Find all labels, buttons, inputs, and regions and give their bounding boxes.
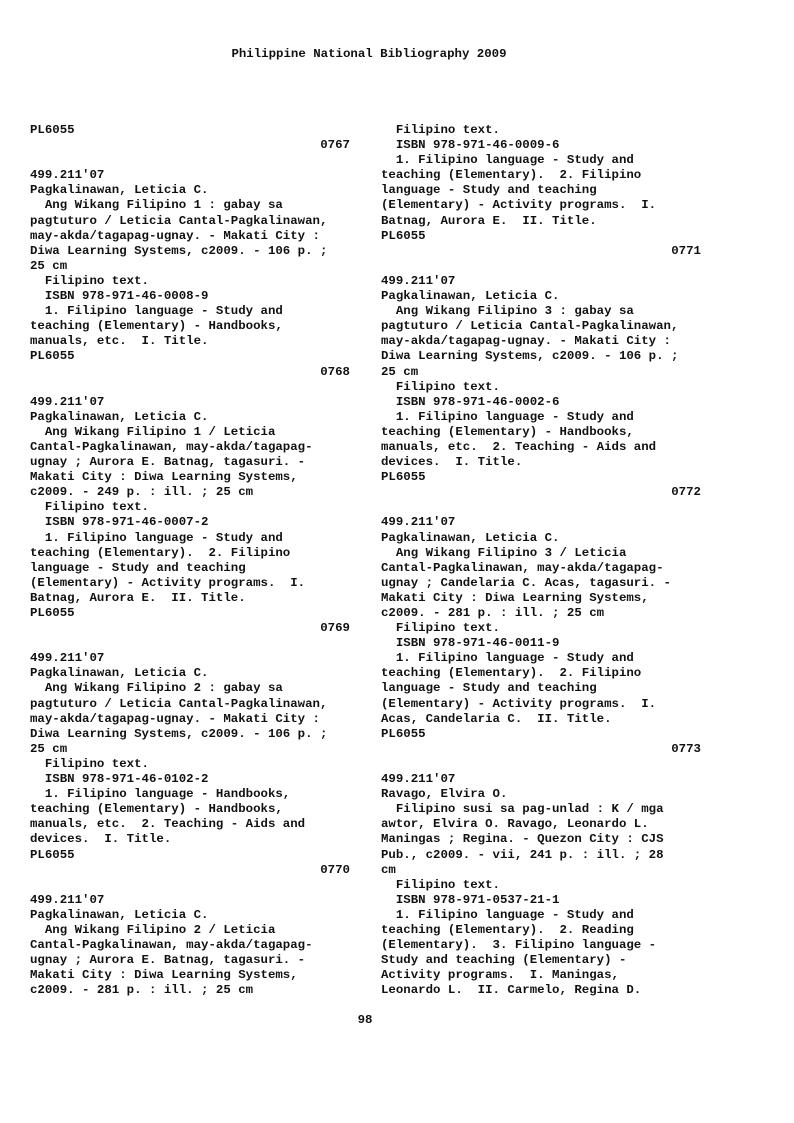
entry-line: ugnay ; Aurora E. Batnag, tagasuri. - xyxy=(30,953,306,968)
entry-line: Makati City : Diwa Learning Systems, xyxy=(30,968,298,983)
entry-line: Filipino text. xyxy=(381,123,500,137)
entry-line: may-akda/tagapag-ugnay. - Makati City : xyxy=(381,334,671,349)
entry-line: awtor, Elvira O. Ravago, Leonardo L. xyxy=(381,817,649,832)
entry-line: Filipino text. xyxy=(30,756,149,771)
entry-line: Diwa Learning Systems, c2009. - 106 p. ; xyxy=(30,243,328,258)
entry-line: Pagkalinawan, Leticia C. xyxy=(381,530,560,545)
entry-line: Pagkalinawan, Leticia C. xyxy=(381,289,560,304)
page-number: 98 xyxy=(357,1013,373,1027)
entry-line: 499.211'07 xyxy=(381,772,456,787)
entry-line: ISBN 978-971-0537-21-1 xyxy=(381,892,560,907)
entry-line: ISBN 978-971-46-0008-9 xyxy=(30,289,209,304)
entry-line: (Elementary). 3. Filipino language - xyxy=(381,938,657,953)
entry-line: devices. I. Title. xyxy=(30,832,172,847)
entry-line: ISBN 978-971-46-0102-2 xyxy=(30,772,209,787)
entry-line: 1. Filipino language - Study and xyxy=(381,153,634,168)
entry-line: Ravago, Elvira O. xyxy=(381,787,508,802)
entry-number: 0770 xyxy=(320,862,350,877)
entry-line: Ang Wikang Filipino 1 / Leticia xyxy=(30,424,276,439)
entry-line: 499.211'07 xyxy=(30,394,105,409)
entry-line: teaching (Elementary). 2. Reading xyxy=(381,922,634,937)
entry-line: cm xyxy=(381,862,396,877)
entry-line: 499.211'07 xyxy=(381,515,456,530)
entry-line: teaching (Elementary) - Handbooks, xyxy=(381,424,634,439)
entry-line: Study and teaching (Elementary) - xyxy=(381,953,627,968)
entry-line: Pagkalinawan, Leticia C. xyxy=(30,907,209,922)
entry-line: manuals, etc. 2. Teaching - Aids and xyxy=(381,439,657,454)
entry-line: Ang Wikang Filipino 1 : gabay sa xyxy=(30,198,283,213)
blank-line xyxy=(30,153,350,168)
entry-line: (Elementary) - Activity programs. I. xyxy=(381,198,657,213)
entry-line: 499.211'07 xyxy=(30,168,105,183)
entry-number: 0767 xyxy=(320,138,350,153)
entry-line: Ang Wikang Filipino 2 : gabay sa xyxy=(30,681,283,696)
entry-line: Makati City : Diwa Learning Systems, xyxy=(381,590,649,605)
entry-line: ISBN 978-971-46-0007-2 xyxy=(30,515,209,530)
entry-line: Diwa Learning Systems, c2009. - 106 p. ; xyxy=(381,349,679,364)
entry-line: ISBN 978-971-46-0011-9 xyxy=(381,636,560,651)
entry-line: PL6055 xyxy=(381,228,426,243)
entry-line: Makati City : Diwa Learning Systems, xyxy=(30,470,298,485)
entry-line: language - Study and teaching xyxy=(381,183,597,198)
entry-line: language - Study and teaching xyxy=(30,560,246,575)
entry-line: Ang Wikang Filipino 3 / Leticia xyxy=(381,545,627,560)
entry-line: Pagkalinawan, Leticia C. xyxy=(30,409,209,424)
entry-line: PL6055 xyxy=(30,847,75,862)
page-header-title: Philippine National Bibliography 2009 xyxy=(231,47,507,61)
entry-line: Filipino text. xyxy=(381,877,500,892)
entry-line: Ang Wikang Filipino 2 / Leticia xyxy=(30,922,276,937)
entry-line: teaching (Elementary) - Handbooks, xyxy=(30,802,283,817)
entry-line: 499.211'07 xyxy=(30,892,105,907)
entry-line: 1. Filipino language - Handbooks, xyxy=(30,787,291,802)
entry-line: teaching (Elementary). 2. Filipino xyxy=(381,168,642,183)
entry-line: 1. Filipino language - Study and xyxy=(30,304,283,319)
entry-line: teaching (Elementary) - Handbooks, xyxy=(30,319,283,334)
entry-line: Acas, Candelaria C. II. Title. xyxy=(381,711,612,726)
entry-line: ISBN 978-971-46-0002-6 xyxy=(381,394,560,409)
entry-line: may-akda/tagapag-ugnay. - Makati City : xyxy=(30,228,320,243)
entry-line: devices. I. Title. xyxy=(381,455,523,470)
entry-line: 499.211'07 xyxy=(381,273,456,288)
entry-line: Pagkalinawan, Leticia C. xyxy=(30,666,209,681)
entry-number: 0772 xyxy=(671,485,701,500)
entry-line: Diwa Learning Systems, c2009. - 106 p. ; xyxy=(30,726,328,741)
entry-number: 0768 xyxy=(320,364,350,379)
blank-line xyxy=(30,636,350,651)
entry-line: ugnay ; Candelaria C. Acas, tagasuri. - xyxy=(381,575,671,590)
entry-number: 0771 xyxy=(671,243,701,258)
entry-number: 0773 xyxy=(671,741,701,756)
blank-line xyxy=(381,259,701,274)
entry-line: PL6055 xyxy=(381,726,426,741)
entry-line: Batnag, Aurora E. II. Title. xyxy=(381,213,597,228)
entry-line: manuals, etc. I. Title. xyxy=(30,334,209,349)
entry-line: PL6055 xyxy=(381,470,426,485)
blank-line xyxy=(30,878,350,893)
entry-line: PL6055 xyxy=(30,606,75,620)
entry-line: PL6055 xyxy=(30,349,75,364)
entry-number: 0769 xyxy=(320,621,350,636)
entry-line: Filipino text. xyxy=(30,273,149,288)
entry-line: pagtuturo / Leticia Cantal-Pagkalinawan, xyxy=(381,319,679,334)
entry-line: PL6055 xyxy=(30,123,75,137)
entry-line: teaching (Elementary). 2. Filipino xyxy=(381,666,642,681)
right-column xyxy=(381,123,701,998)
left-column xyxy=(30,123,350,998)
entry-line: Filipino text. xyxy=(30,500,149,515)
entry-line: Leonardo L. II. Carmelo, Regina D. xyxy=(381,983,642,998)
entry-line: ISBN 978-971-46-0009-6 xyxy=(381,138,560,153)
entry-line: 499.211'07 xyxy=(30,651,105,666)
blank-line xyxy=(30,380,350,395)
entry-line: Pagkalinawan, Leticia C. xyxy=(30,183,209,198)
entry-line: 25 cm xyxy=(381,364,419,379)
entry-line: may-akda/tagapag-ugnay. - Makati City : xyxy=(30,711,320,726)
entry-line: pagtuturo / Leticia Cantal-Pagkalinawan, xyxy=(30,213,328,228)
entry-line: 1. Filipino language - Study and xyxy=(30,530,283,545)
blank-line xyxy=(381,757,701,772)
entry-line: c2009. - 281 p. : ill. ; 25 cm xyxy=(381,606,605,620)
entry-line: (Elementary) - Activity programs. I. xyxy=(30,575,306,590)
entry-line: pagtuturo / Leticia Cantal-Pagkalinawan, xyxy=(30,696,328,711)
entry-line: c2009. - 281 p. : ill. ; 25 cm xyxy=(30,983,254,998)
entry-line: c2009. - 249 p. : ill. ; 25 cm xyxy=(30,485,254,500)
blank-line xyxy=(381,500,701,515)
entry-line: Pub., c2009. - vii, 241 p. : ill. ; 28 xyxy=(381,847,664,862)
entry-line: Filipino susi sa pag-unlad : K / mga xyxy=(381,802,664,817)
entry-line: Maningas ; Regina. - Quezon City : CJS xyxy=(381,832,664,847)
entry-line: ugnay ; Aurora E. Batnag, tagasuri. - xyxy=(30,455,306,470)
entry-line: 1. Filipino language - Study and xyxy=(381,651,634,666)
entry-line: language - Study and teaching xyxy=(381,681,597,696)
entry-line: (Elementary) - Activity programs. I. xyxy=(381,696,657,711)
entry-line: Filipino text. xyxy=(381,379,500,394)
entry-line: Cantal-Pagkalinawan, may-akda/tagapag- xyxy=(30,938,313,953)
entry-line: 1. Filipino language - Study and xyxy=(381,409,634,424)
entry-line: teaching (Elementary). 2. Filipino xyxy=(30,545,291,560)
entry-line: Filipino text. xyxy=(381,621,500,636)
entry-line: 25 cm xyxy=(30,741,68,756)
entry-line: Activity programs. I. Maningas, xyxy=(381,968,619,983)
entry-line: 25 cm xyxy=(30,258,68,273)
entry-line: Ang Wikang Filipino 3 : gabay sa xyxy=(381,304,634,319)
entry-line: Cantal-Pagkalinawan, may-akda/tagapag- xyxy=(30,439,313,454)
entry-line: Batnag, Aurora E. II. Title. xyxy=(30,590,246,605)
entry-line: 1. Filipino language - Study and xyxy=(381,907,634,922)
entry-line: Cantal-Pagkalinawan, may-akda/tagapag- xyxy=(381,560,664,575)
entry-line: manuals, etc. 2. Teaching - Aids and xyxy=(30,817,306,832)
